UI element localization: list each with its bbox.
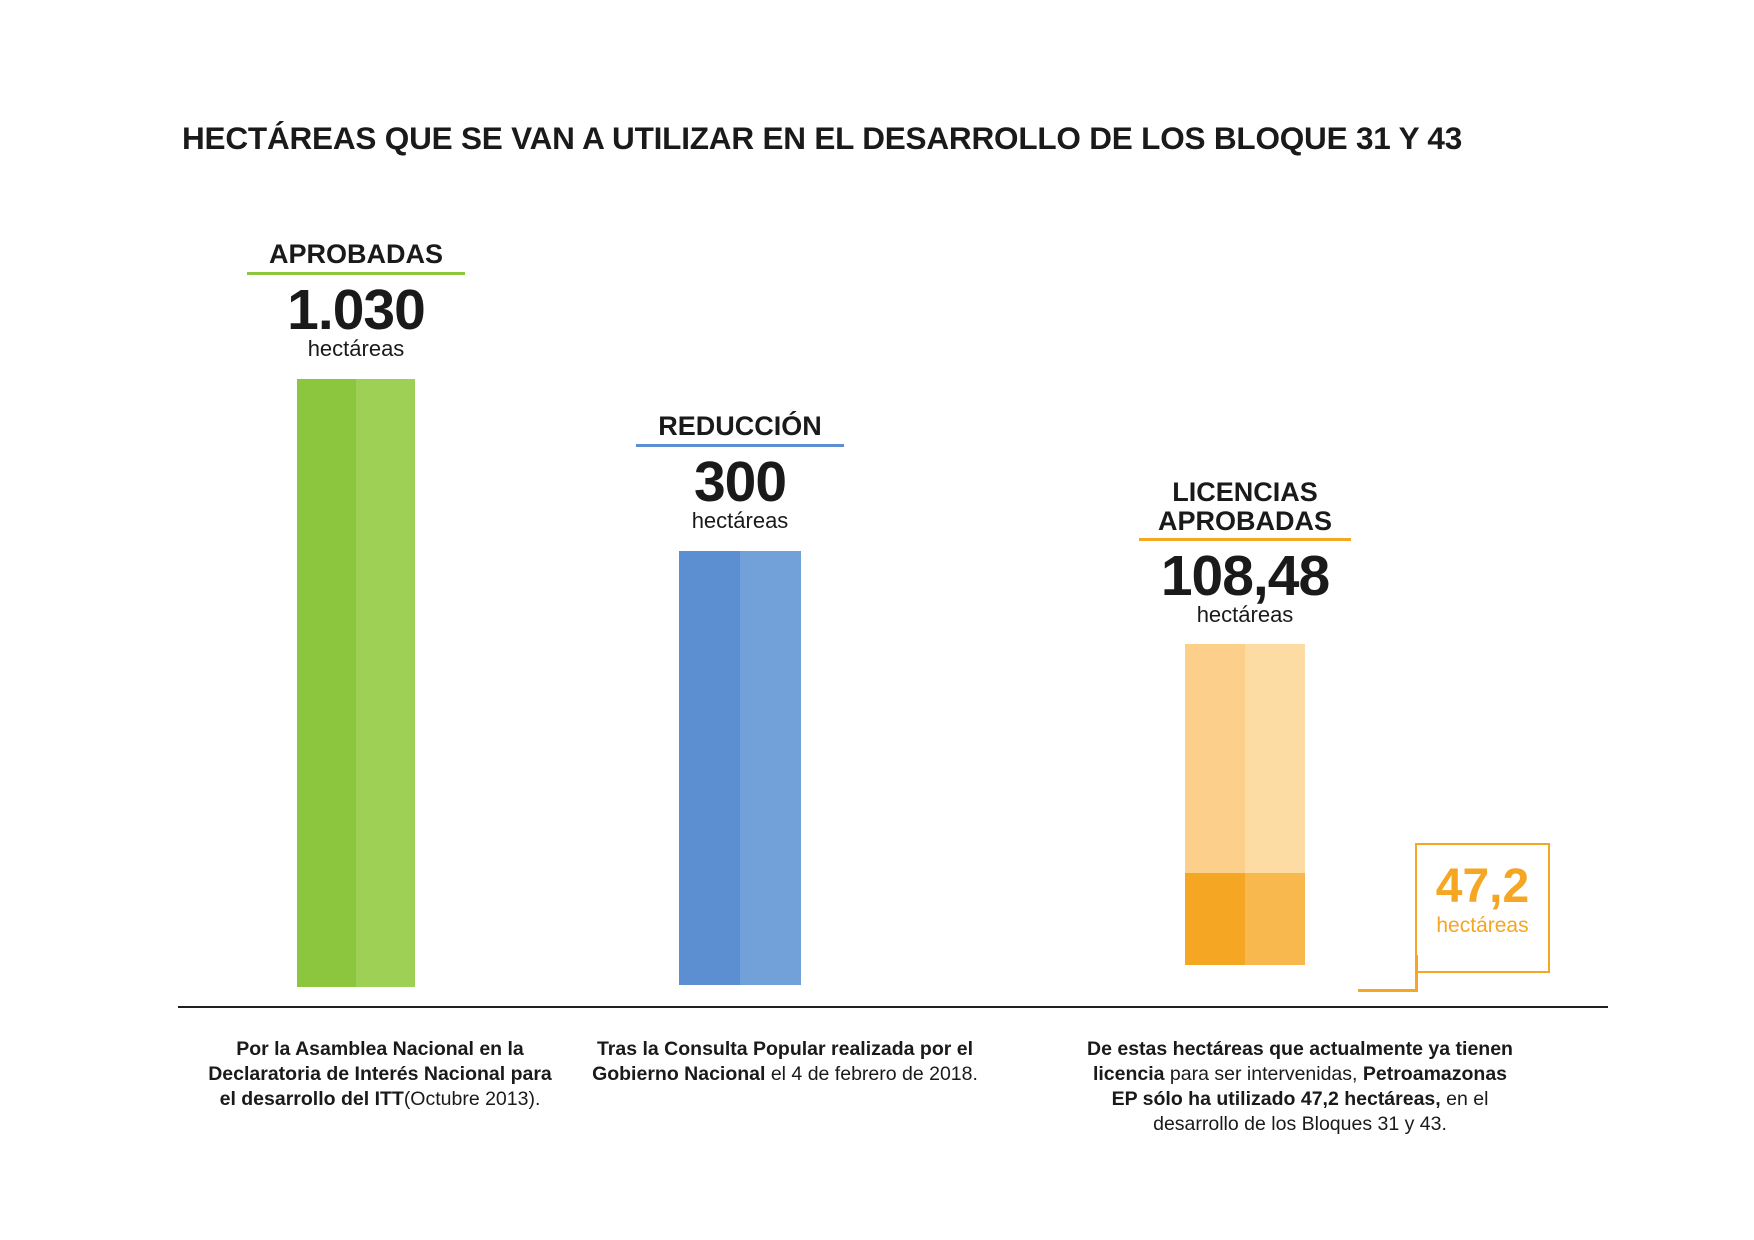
page-title: HECTÁREAS QUE SE VAN A UTILIZAR EN EL DESARROLLO DE LOS BLOQUE 31 Y 43 [182, 120, 1463, 156]
bar-rect-licencias [1185, 644, 1305, 965]
bar-label-aprobadas: APROBADAS [268, 239, 443, 269]
bar-label-rule-licencias [1139, 538, 1351, 541]
caption-licencias: De estas hectáreas que actualmente ya tienen licencia para ser intervenidas, Petroamazonas EP sólo ha utilizado 47,2 hectáreas, en el desarrollo de los Bloques 31 y 43. [1087, 1038, 1513, 1135]
bar-value-aprobadas: 1.030 [287, 277, 425, 342]
caption-aprobadas: Por la Asamblea Nacional en la Declaratoria de Interés Nacional para el desarrollo del ITT(Octubre 2013). [208, 1038, 552, 1110]
bar-highlight-stripe [356, 379, 415, 987]
bar-label-rule-aprobadas [247, 272, 465, 275]
bar-unit-aprobadas: hectáreas [307, 335, 405, 361]
bar-group-licencias [1115, 478, 1375, 965]
callout-leader-line [1358, 989, 1418, 992]
bar-rect-reduccion [679, 551, 801, 985]
axis-baseline [178, 1006, 1608, 1008]
bar-group-reduccion [620, 412, 860, 985]
bar-unit-reduccion: hectáreas [691, 507, 789, 533]
callout-unit: hectáreas [1436, 914, 1529, 937]
bar-value-reduccion: 300 [693, 449, 787, 514]
bar-value-licencias: 108,48 [1160, 544, 1330, 609]
bar-rect-aprobadas [297, 379, 415, 987]
bar-overlay-stripe [1245, 873, 1305, 965]
callout-47-2 [1415, 843, 1550, 973]
bar-label-licencias: LICENCIAS APROBADAS [1157, 477, 1332, 536]
bar-label-reduccion: REDUCCIÓN [658, 411, 822, 441]
bar-unit-licencias: hectáreas [1196, 602, 1294, 628]
callout-value: 47,2 [1435, 860, 1530, 913]
caption-reduccion: Tras la Consulta Popular realizada por el Gobierno Nacional el 4 de febrero de 2018. [592, 1038, 978, 1085]
callout-leader-elbow [1415, 955, 1418, 992]
bar-group-aprobadas [236, 240, 476, 987]
bar-highlight-stripe [740, 551, 801, 985]
bar-label-rule-reduccion [636, 444, 844, 447]
